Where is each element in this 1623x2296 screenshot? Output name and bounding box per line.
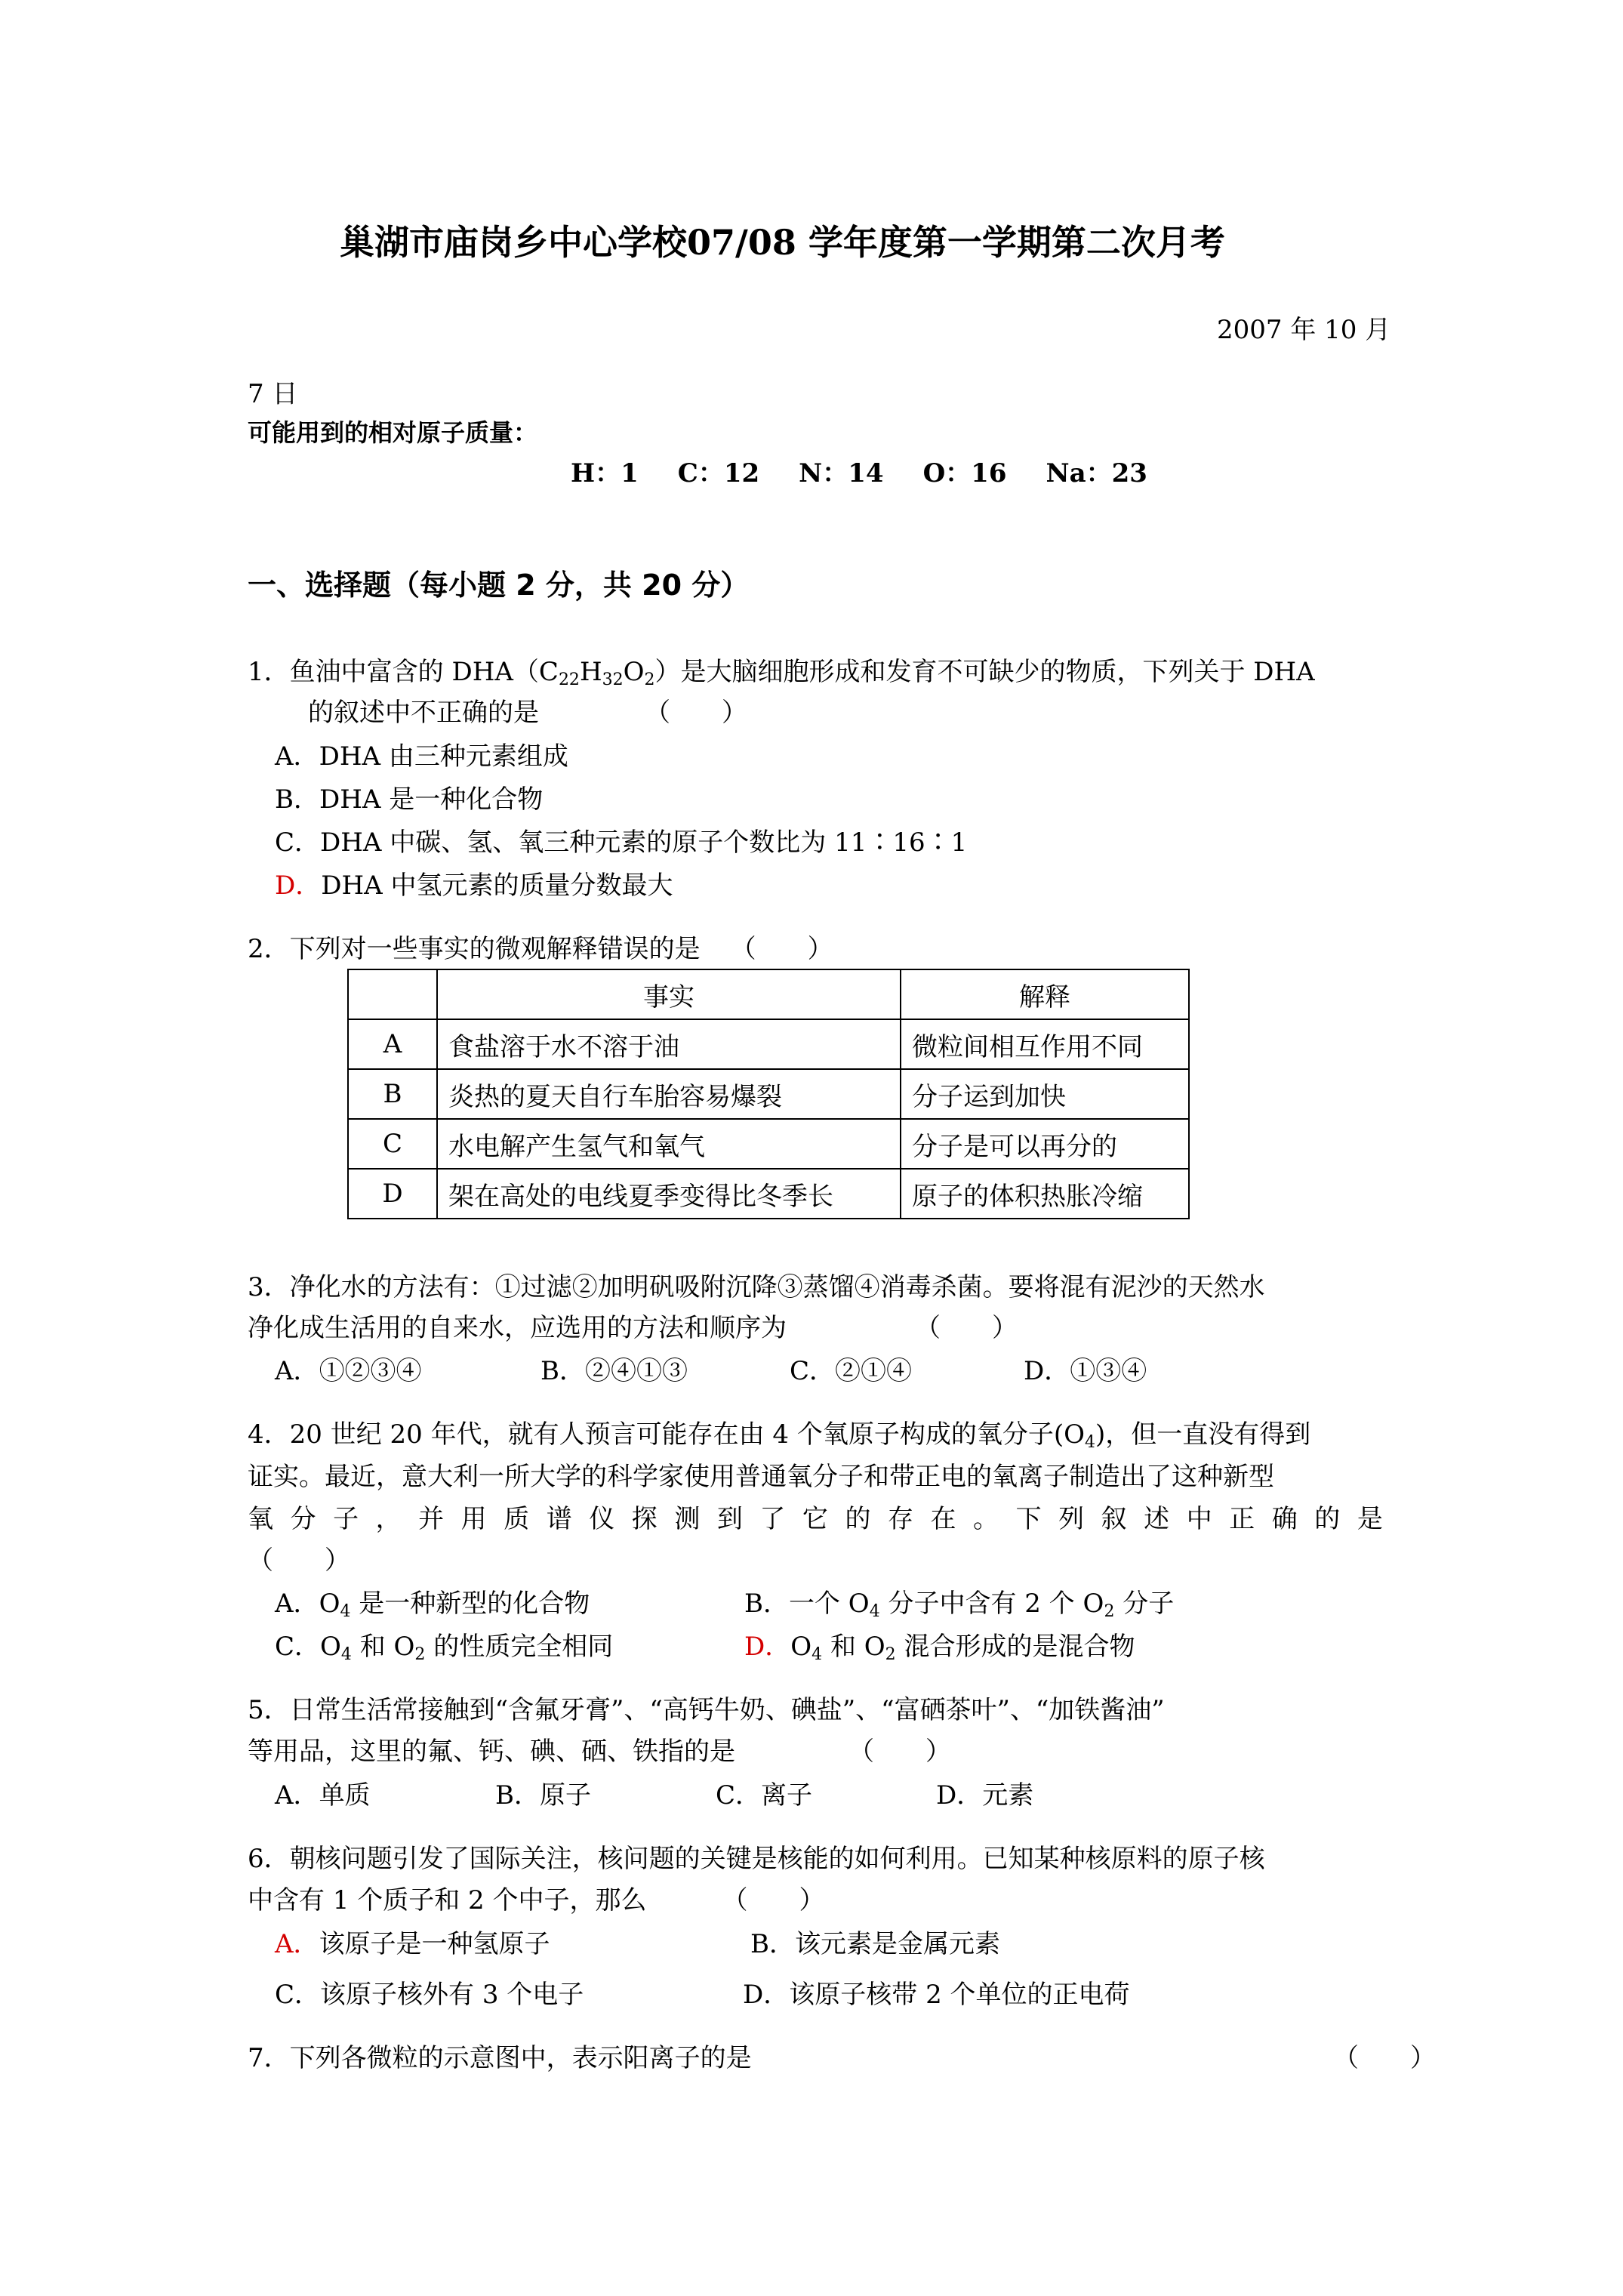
question-6-number: 6． — [248, 1844, 290, 1874]
question-4-char: 谱 — [546, 1504, 572, 1534]
option-label: B． — [744, 1589, 789, 1619]
option-text: 该原子是一种氢原子 — [319, 1929, 550, 1959]
question-1-text: O — [623, 657, 645, 687]
question-6-text: 朝核问题引发了国际关注，核问题的关键是核能的如何利用。已知某种核原料的原子核 — [289, 1844, 1265, 1874]
question-4-char: 下 — [1015, 1504, 1042, 1534]
question-5-line2 — [248, 1737, 951, 1767]
option-label: B． — [275, 784, 319, 815]
question-4-char: 氧 — [248, 1504, 273, 1534]
option-label: B． — [495, 1780, 540, 1811]
option-4c — [275, 1632, 613, 1662]
question-4-char: 质 — [504, 1504, 530, 1534]
question-4-char: 确 — [1271, 1504, 1298, 1534]
atomic-mass-values — [571, 458, 1147, 488]
question-6-line2 — [248, 1885, 825, 1915]
table-header-cell: 解释 — [901, 969, 1189, 1019]
table-cell: 炎热的夏天自行车胎容易爆裂 — [437, 1069, 901, 1119]
option-text: ②①④ — [835, 1356, 913, 1386]
question-4-char: 仪 — [589, 1504, 615, 1534]
option-1d — [275, 871, 673, 901]
option-text: 混合形成的是混合物 — [895, 1632, 1135, 1662]
question-4-sub: 4 — [1084, 1433, 1095, 1452]
question-4-text: )，但一直没有得到 — [1095, 1419, 1311, 1450]
facts-table — [347, 969, 1190, 1219]
question-4-char: 用 — [460, 1504, 487, 1534]
table-cell: 食盐溶于水不溶于油 — [437, 1019, 901, 1069]
option-sub: 4 — [869, 1602, 880, 1621]
option-label: C． — [790, 1356, 836, 1386]
question-6-text: 中含有 1 个质子和 2 个中子，那么 — [248, 1885, 647, 1915]
table-row — [348, 1069, 1189, 1119]
question-5-line1 — [248, 1695, 1165, 1725]
question-7-paren: （ ） — [1333, 2043, 1436, 2073]
option-text: DHA 由三种元素组成 — [319, 741, 568, 772]
option-sub: 4 — [340, 1645, 352, 1664]
exam-title-line1: 巢湖市庙岗乡中心学校07/08 学年度第一学期第二次月考 — [340, 222, 1225, 263]
question-4-line1 — [248, 1419, 1310, 1450]
table-cell: 微粒间相互作用不同 — [901, 1019, 1189, 1069]
option-1c — [275, 827, 967, 858]
option-text: O — [790, 1632, 812, 1662]
option-text: DHA 是一种化合物 — [319, 784, 544, 815]
table-cell: D — [348, 1169, 437, 1219]
table-row — [348, 1019, 1189, 1069]
question-3-text: 净化成生活用的自来水，应选用的方法和顺序为 — [248, 1313, 787, 1343]
question-4-char: 子 — [333, 1504, 359, 1534]
atomic-mass-h: H：1 — [571, 458, 639, 488]
option-3b — [540, 1356, 688, 1386]
question-4-char: 述 — [1144, 1504, 1170, 1534]
option-text: O — [320, 1632, 341, 1662]
option-3c — [790, 1356, 912, 1386]
question-4-char: 它 — [802, 1504, 828, 1534]
option-text: 该原子核带 2 个单位的正电荷 — [789, 1980, 1130, 2010]
atomic-mass-label: 可能用到的相对原子质量： — [248, 418, 538, 447]
question-3-line1 — [248, 1272, 1265, 1302]
question-1-line2 — [308, 698, 747, 728]
option-text: 一个 O — [789, 1589, 870, 1619]
question-1-line1 — [248, 657, 1315, 687]
option-3d — [1024, 1356, 1147, 1386]
question-1-sub: 22 — [558, 670, 580, 689]
question-1-text: ）是大脑细胞形成和发育不可缺少的物质，下列关于 DHA — [654, 657, 1315, 687]
question-6-line1 — [248, 1844, 1265, 1874]
option-6a — [275, 1929, 550, 1959]
option-1b — [275, 784, 543, 815]
option-5a — [275, 1780, 371, 1811]
table-header-cell — [348, 969, 437, 1019]
option-sub: 4 — [812, 1645, 823, 1664]
answer-blank: （ ） — [848, 1737, 951, 1767]
option-label-answer: D． — [744, 1632, 791, 1662]
option-text: ①②③④ — [319, 1356, 422, 1386]
option-label: D． — [743, 1980, 790, 2010]
question-4-char: 到 — [716, 1504, 743, 1534]
option-text: ①③④ — [1070, 1356, 1147, 1386]
question-2-number: 2． — [248, 934, 290, 964]
question-3-text: 净化水的方法有：①过滤②加明矾吸附沉降③蒸馏④消毒杀菌。要将混有泥沙的天然水 — [289, 1272, 1265, 1302]
question-4-char: 的 — [1314, 1504, 1341, 1534]
option-text: DHA 中碳、氢、氧三种元素的原子个数比为 11∶16∶1 — [320, 827, 968, 858]
question-4-line2: 证实。最近，意大利一所大学的科学家使用普通氧分子和带正电的氧离子制造出了这种新型 — [248, 1462, 1274, 1492]
question-5-text: 日常生活常接触到“含氟牙膏”、“高钙牛奶、碘盐”、“富硒茶叶”、“加铁酱油” — [289, 1695, 1165, 1725]
option-5b — [495, 1780, 591, 1811]
option-text: 单质 — [319, 1780, 371, 1811]
question-1-text: 鱼油中富含的 DHA（C — [289, 657, 559, 687]
table-cell: 水电解产生氢气和氧气 — [437, 1119, 901, 1169]
table-header-cell: 事实 — [437, 969, 901, 1019]
option-text: 该元素是金属元素 — [795, 1929, 1000, 1959]
option-text: 分子 — [1114, 1589, 1175, 1619]
table-cell: 架在高处的电线夏季变得比冬季长 — [437, 1169, 901, 1219]
option-label: B． — [750, 1929, 795, 1959]
answer-blank: （ ） — [722, 1885, 825, 1915]
option-label: A． — [275, 741, 319, 772]
option-label: B． — [540, 1356, 585, 1386]
option-label: A． — [275, 1356, 319, 1386]
option-text: 的性质完全相同 — [425, 1632, 614, 1662]
question-4-paren: （ ） — [248, 1546, 350, 1576]
option-label: A． — [275, 1780, 319, 1811]
option-label: D． — [936, 1780, 983, 1811]
option-sub: 4 — [340, 1602, 351, 1621]
option-5d — [936, 1780, 1033, 1811]
question-7 — [248, 2043, 752, 2073]
option-5c — [716, 1780, 812, 1811]
option-4d — [744, 1632, 1135, 1662]
question-4-text: 20 世纪 20 年代，就有人预言可能存在由 4 个氧原子构成的氧分子(O — [289, 1419, 1085, 1450]
question-2-text: 下列对一些事实的微观解释错误的是 — [289, 934, 701, 964]
option-text: 和 O — [822, 1632, 885, 1662]
option-text: 和 O — [351, 1632, 415, 1662]
question-4-char: 在 — [930, 1504, 956, 1534]
question-1-text: 的叙述中不正确的是 — [308, 698, 539, 728]
question-4-line3 — [248, 1504, 1383, 1534]
question-4-char: 存 — [887, 1504, 913, 1534]
question-4-char: 是 — [1357, 1504, 1383, 1534]
option-sub: 2 — [885, 1645, 896, 1664]
option-text: 该原子核外有 3 个电子 — [320, 1980, 584, 2010]
question-4-char: 。 — [973, 1504, 999, 1534]
question-4-char: 叙 — [1101, 1504, 1127, 1534]
question-3-line2 — [248, 1313, 1018, 1343]
question-7-number: 7． — [248, 2043, 290, 2073]
option-1a — [275, 741, 568, 772]
question-4-char: 测 — [674, 1504, 701, 1534]
option-text: 分子中含有 2 个 O — [879, 1589, 1104, 1619]
atomic-mass-na: Na：23 — [1046, 458, 1147, 488]
question-4-char: 并 — [418, 1504, 445, 1534]
option-6d — [743, 1980, 1130, 2010]
option-label: C． — [275, 1632, 321, 1662]
option-text: O — [319, 1589, 340, 1619]
question-4-char: 的 — [845, 1504, 871, 1534]
exam-date-day: 7 日 — [248, 379, 298, 409]
table-row — [348, 1169, 1189, 1219]
option-text: 原子 — [540, 1780, 591, 1811]
option-6b — [750, 1929, 1000, 1959]
question-2 — [248, 934, 833, 964]
table-cell: 原子的体积热胀冷缩 — [901, 1169, 1189, 1219]
option-text: DHA 中氢元素的质量分数最大 — [321, 871, 673, 901]
question-7-text: 下列各微粒的示意图中，表示阳离子的是 — [289, 2043, 752, 2073]
option-label: A． — [275, 1589, 319, 1619]
atomic-mass-n: N：14 — [799, 458, 884, 488]
table-cell: C — [348, 1119, 437, 1169]
answer-blank: （ ） — [645, 698, 747, 728]
question-4-char: 了 — [759, 1504, 786, 1534]
option-text: 离子 — [761, 1780, 813, 1811]
option-label: D． — [1024, 1356, 1070, 1386]
section-heading-choice: 一、选择题（每小题 2 分，共 20 分） — [248, 569, 750, 602]
option-text: ②④①③ — [585, 1356, 688, 1386]
question-5-number: 5． — [248, 1695, 290, 1725]
question-3-number: 3． — [248, 1272, 290, 1302]
option-text: 元素 — [982, 1780, 1034, 1811]
option-sub: 2 — [414, 1645, 426, 1664]
question-1-text: H — [579, 657, 602, 687]
question-4-char: 分 — [290, 1504, 316, 1534]
answer-blank: （ ） — [915, 1313, 1018, 1343]
option-label-answer: D． — [275, 871, 322, 901]
question-5-text: 等用品，这里的氟、钙、碘、硒、铁指的是 — [248, 1737, 735, 1767]
option-label: C． — [716, 1780, 762, 1811]
question-4-char: 正 — [1229, 1504, 1255, 1534]
answer-blank: （ ） — [730, 934, 833, 964]
table-cell: A — [348, 1019, 437, 1069]
table-cell: 分子是可以再分的 — [901, 1119, 1189, 1169]
exam-date: 2007 年 10 月 — [1217, 315, 1391, 345]
question-4-char: ， — [375, 1504, 402, 1534]
question-4-char: 列 — [1058, 1504, 1085, 1534]
table-row — [348, 1119, 1189, 1169]
option-text: 是一种新型的化合物 — [350, 1589, 590, 1619]
table-cell: 分子运到加快 — [901, 1069, 1189, 1119]
option-label: C． — [275, 827, 321, 858]
option-3a — [275, 1356, 422, 1386]
question-1-sub: 32 — [602, 670, 624, 689]
option-sub: 2 — [1104, 1602, 1115, 1621]
question-4-number: 4． — [248, 1419, 290, 1450]
table-cell: B — [348, 1069, 437, 1119]
question-4-char: 探 — [631, 1504, 658, 1534]
option-4a — [275, 1589, 590, 1619]
table-header-row — [348, 969, 1189, 1019]
question-1-sub: 2 — [644, 670, 655, 689]
question-4-char: 中 — [1186, 1504, 1212, 1534]
option-4b — [744, 1589, 1174, 1619]
atomic-mass-o: O：16 — [922, 458, 1007, 488]
option-label: C． — [275, 1980, 321, 2010]
question-1-number: 1． — [248, 657, 290, 687]
atomic-mass-c: C：12 — [677, 458, 760, 488]
option-label-answer: A． — [275, 1929, 319, 1959]
option-6c — [275, 1980, 584, 2010]
